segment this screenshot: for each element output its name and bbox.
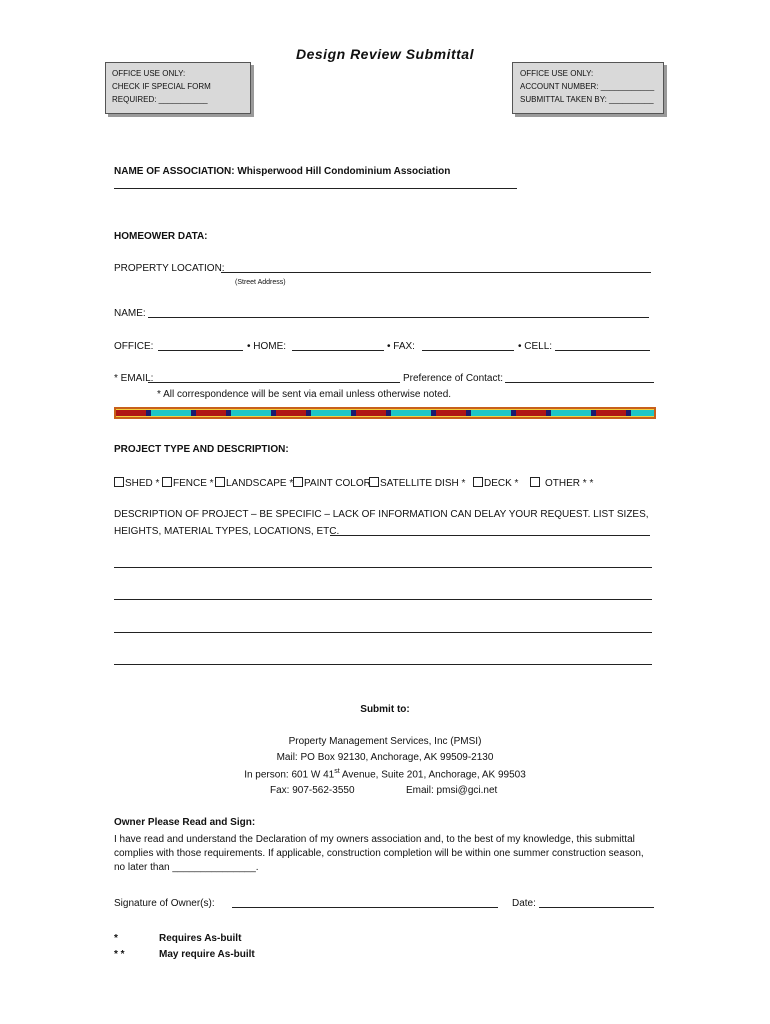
page-title: Design Review Submittal (296, 46, 474, 62)
email-note: * All correspondence will be sent via email unless otherwise noted. (157, 389, 452, 400)
association-value: Whisperwood Hill Condominium Association (237, 166, 451, 177)
owner-paragraph-line1: I have read and understand the Declaration of my owners association and, to the best of my knowledge, this submittal (114, 834, 635, 845)
email-label: * EMAIL: (114, 373, 154, 384)
cell-field[interactable] (555, 350, 650, 351)
owner-paragraph-line3: no later than _______________. (114, 862, 259, 873)
fax-label: • FAX: (387, 341, 415, 352)
office-left-line2: CHECK IF SPECIAL FORM (112, 82, 211, 91)
owner-paragraph-line2: complies with those requirements. If applicable, construction completion will be within one summer construction season, (114, 848, 644, 859)
footnote-text-2: May require As-built (159, 949, 255, 960)
office-use-box-left (105, 62, 251, 114)
project-type-shed[interactable] (114, 477, 159, 489)
cell-label: • CELL: (518, 341, 553, 352)
home-phone-field[interactable] (292, 350, 384, 351)
email-field[interactable] (148, 382, 400, 383)
submit-email: Email: pmsi@gci.net (406, 785, 498, 796)
fence-label: FENCE * (173, 478, 214, 489)
paint-color-label: PAINT COLOR (304, 478, 371, 489)
description-field-line-0[interactable] (330, 535, 650, 536)
in-person-sup: st (334, 768, 340, 775)
office-right-line1: OFFICE USE ONLY: (520, 69, 594, 78)
decorative-divider (114, 407, 656, 419)
preference-label: Preference of Contact: (403, 373, 504, 384)
submit-heading: Submit to: (360, 704, 410, 715)
submit-mail: Mail: PO Box 92130, Anchorage, AK 99509-2130 (276, 752, 494, 763)
street-address-hint: (Street Address) (235, 279, 286, 286)
project-heading: PROJECT TYPE AND DESCRIPTION: (114, 444, 289, 455)
satellite-dish-checkbox[interactable] (369, 477, 379, 487)
office-left-line3: REQUIRED: ___________ (112, 95, 208, 104)
fax-field[interactable] (422, 350, 514, 351)
in-person-post: Avenue, Suite 201, Anchorage, AK 99503 (339, 769, 526, 781)
shed-checkbox[interactable] (114, 477, 124, 487)
landscape-label: LANDSCAPE * (226, 478, 294, 489)
project-type-landscape[interactable] (215, 477, 293, 489)
property-location-label: PROPERTY LOCATION: (114, 263, 225, 274)
project-type-satellite[interactable] (369, 477, 465, 489)
description-instructions-line1: DESCRIPTION OF PROJECT – BE SPECIFIC – LACK OF INFORMATION CAN DELAY YOUR REQUEST. LIST SIZES, (114, 509, 649, 520)
other-checkbox[interactable] (530, 477, 540, 487)
home-phone-label: • HOME: (247, 341, 287, 352)
fence-checkbox[interactable] (162, 477, 172, 487)
submit-company: Property Management Services, Inc (PMSI) (288, 736, 482, 747)
association-underline (114, 188, 517, 189)
property-location-field[interactable] (221, 272, 651, 273)
preference-field[interactable] (505, 382, 654, 383)
date-field[interactable] (539, 907, 654, 908)
name-field[interactable] (148, 317, 649, 318)
other-label: OTHER * * (545, 478, 594, 489)
description-field-line-4[interactable] (114, 664, 652, 665)
office-right-line3: SUBMITTAL TAKEN BY: __________ (520, 95, 654, 104)
footnote-mark-2: * * (114, 949, 125, 960)
signature-label: Signature of Owner(s): (114, 898, 215, 909)
association-row (114, 166, 450, 177)
signature-field[interactable] (232, 907, 498, 908)
submit-fax: Fax: 907-562-3550 (270, 785, 355, 796)
name-label: NAME: (114, 308, 146, 319)
submit-in-person (0, 768, 770, 780)
project-type-deck[interactable] (473, 477, 518, 489)
footnote-text-1: Requires As-built (159, 933, 242, 944)
landscape-checkbox[interactable] (215, 477, 225, 487)
description-instructions-line2: HEIGHTS, MATERIAL TYPES, LOCATIONS, ETC. (114, 526, 340, 537)
office-left-line1: OFFICE USE ONLY: (112, 69, 186, 78)
description-field-line-1[interactable] (114, 567, 652, 568)
deck-label: DECK * (484, 478, 519, 489)
owner-heading: Owner Please Read and Sign: (114, 817, 256, 828)
project-type-paint[interactable] (293, 477, 371, 489)
office-use-box-right (512, 62, 664, 114)
office-phone-field[interactable] (158, 350, 243, 351)
description-field-line-3[interactable] (114, 632, 652, 633)
description-field-line-2[interactable] (114, 599, 652, 600)
association-label: NAME OF ASSOCIATION: (114, 166, 235, 177)
satellite-dish-label: SATELLITE DISH * (380, 478, 466, 489)
project-type-other[interactable] (530, 477, 593, 489)
date-label: Date: (512, 898, 536, 909)
project-type-fence[interactable] (162, 477, 214, 489)
in-person-pre: In person: 601 W 41 (244, 769, 335, 781)
office-phone-label: OFFICE: (114, 341, 154, 352)
shed-label: SHED * (125, 478, 160, 489)
footnote-mark-1: * (114, 933, 118, 944)
homeowner-heading: HOMEOWER DATA: (114, 231, 208, 242)
paint-color-checkbox[interactable] (293, 477, 303, 487)
deck-checkbox[interactable] (473, 477, 483, 487)
office-right-line2: ACCOUNT NUMBER: ____________ (520, 82, 655, 91)
